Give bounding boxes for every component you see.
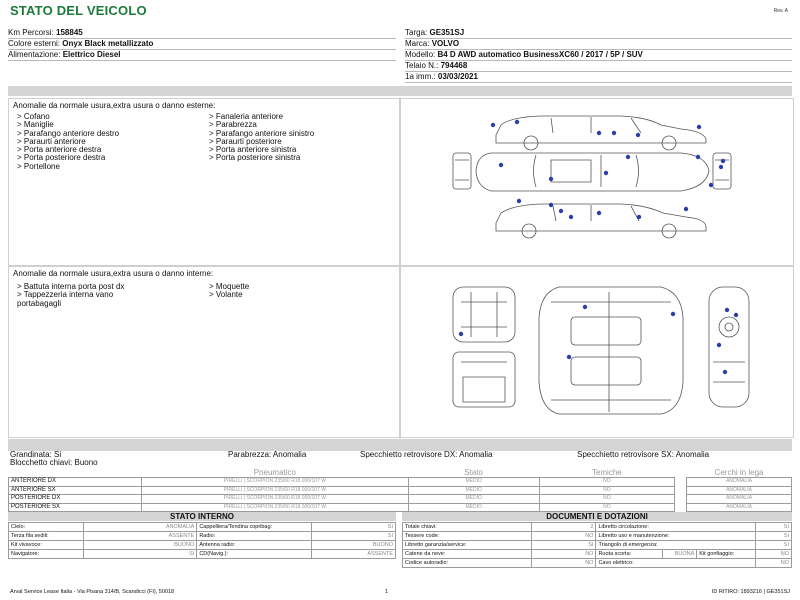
list-item: > Porta anteriore sinistra — [209, 145, 297, 155]
chassis-value: 794468 — [440, 61, 468, 70]
cell-label: Cavo elettrico: — [596, 559, 756, 568]
cell-label: Totale chiavi: — [403, 523, 532, 532]
table-row — [403, 541, 792, 550]
table-row — [403, 550, 792, 559]
interior-damage-markers — [451, 282, 761, 422]
chassis-label: Telaio N.: — [405, 61, 439, 70]
list-item: > Battuta interna porta post dx — [17, 282, 125, 291]
table-row — [403, 523, 792, 532]
cell-label: Kit gonfiaggio: — [697, 550, 756, 559]
mirror-dx-status: Specchietto retrovisore DX: Anomalia — [360, 450, 493, 459]
fuel-row — [8, 49, 396, 61]
tyre-model: PIRELLI | SCORPION 235/60 R18 000/107 W — [142, 478, 408, 487]
cell-value: BUONO — [83, 541, 197, 550]
cell-value: SI — [755, 523, 791, 532]
cell-label: Catene da neve: — [403, 550, 532, 559]
external-damage-title: Anomalie da normale usura,extra usura o danno esterne: — [13, 101, 216, 110]
cell-label: Terza fila sedili: — [9, 532, 84, 541]
cell-label: Libretto garanzia/service: — [403, 541, 532, 550]
tyre-position: POSTERIORE SX — [9, 503, 142, 512]
tyre-rim: ANOMALIA — [687, 503, 792, 512]
internal-diagram-panel — [400, 266, 794, 438]
list-item: > Paraurti anteriore — [17, 136, 86, 146]
cell-value: NO — [531, 550, 596, 559]
tyre-model: PIRELLI | SCORPION 235/60 R18 000/107 W — [142, 486, 408, 495]
internal-damage-title: Anomalie da normale usura,extra usura o danno interne: — [13, 269, 214, 278]
tyres-header-row — [9, 468, 792, 478]
cell-value: BUONO — [311, 541, 395, 550]
list-item: > Porta posteriore destra — [17, 153, 106, 163]
registration-label: 1a imm.: — [405, 72, 436, 81]
model-value: B4 D AWD automatico BusinessXC60 / 2017 / 5P / SUV — [437, 50, 643, 59]
fuel-value: Elettrico Diesel — [62, 50, 121, 59]
tyre-rim: ANOMALIA — [687, 486, 792, 495]
cell-label: CD(Navig.): — [197, 550, 311, 559]
external-damage-panel — [8, 98, 400, 266]
tyres-header-state: Stato — [464, 468, 483, 477]
cell-label: Kit vivavoce: — [9, 541, 84, 550]
page-title: STATO DEL VEICOLO — [10, 3, 147, 18]
cell-value: SI — [531, 541, 596, 550]
brand-value: VOLVO — [431, 39, 460, 48]
table-row — [9, 523, 396, 532]
fuel-label: Alimentazione: — [8, 50, 61, 59]
list-item: > Parabrezza — [209, 120, 257, 130]
internal-damage-panel — [8, 266, 400, 438]
list-item: > Parafango anteriore sinistro — [209, 128, 315, 138]
registration-row — [405, 71, 792, 83]
footer-company: Arval Service Lease Italia - Via Pisana 314/B, Scandicci (FI), 50018 — [10, 589, 175, 595]
key-lock-status: Blocchetto chiavi: Buono — [10, 458, 98, 467]
cell-value: NO — [531, 532, 596, 541]
cell-label: Antenna radio: — [197, 541, 311, 550]
tyre-temiche: NO — [539, 503, 674, 512]
list-item: > Portellone — [17, 161, 60, 171]
list-item: > Porta posteriore sinistra — [209, 153, 301, 163]
damage-markers — [441, 105, 741, 255]
color-value: Onyx Black metallizzato — [62, 39, 154, 48]
cell-value: ASSENTE — [83, 532, 197, 541]
cell-value: ASSENTE — [311, 550, 395, 559]
list-item: > Maniglie — [17, 120, 54, 130]
cell-value: SI — [83, 550, 197, 559]
interior-state-title: STATO INTERNO — [8, 512, 396, 521]
plate-value: GE351SJ — [429, 28, 465, 37]
list-item: > Paraurti posteriore — [209, 136, 282, 146]
external-diagram-panel — [400, 98, 794, 266]
tyres-table — [8, 468, 792, 512]
cell-label: Ruota scorta: — [596, 550, 663, 559]
cell-value: SI — [755, 541, 791, 550]
cell-value: NO — [755, 550, 791, 559]
table-row — [9, 478, 792, 487]
tyre-rim: ANOMALIA — [687, 495, 792, 504]
table-row — [9, 541, 396, 550]
table-row — [9, 495, 792, 504]
list-item: > Moquette — [209, 282, 250, 291]
km-value: 158845 — [56, 28, 83, 37]
list-item: > Volante — [209, 290, 243, 300]
list-item: > Porta anteriore destra — [17, 145, 102, 155]
cell-label: Triangolo di emergenza: — [596, 541, 756, 550]
interior-state-table — [8, 522, 396, 559]
table-row — [9, 532, 396, 541]
footer-id: ID RITIRO: 1893216 | GE351SJ — [711, 589, 790, 595]
cell-label: Radio: — [197, 532, 311, 541]
list-item: > Cofano — [17, 112, 50, 121]
list-item: > Fanaleria anteriore — [209, 112, 284, 121]
table-row — [9, 550, 396, 559]
cell-value: SI — [311, 532, 395, 541]
cell-value: NO — [531, 559, 596, 568]
mirror-sx-status: Specchietto retrovisore SX: Anomalia — [577, 450, 710, 459]
hail-status: Grandinata: Si — [10, 450, 62, 459]
windshield-status: Parabrezza: Anomalia — [228, 450, 307, 459]
tyre-position: POSTERIORE DX — [9, 495, 142, 504]
km-label: Km Percorsi: — [8, 28, 54, 37]
cell-label: Tessere code: — [403, 532, 532, 541]
documents-title: DOCUMENTI E DOTAZIONI — [402, 512, 792, 521]
tyre-temiche: NO — [539, 478, 674, 487]
cell-label: Libretto uso e manutenzione: — [596, 532, 756, 541]
cell-value: ANOMALIA — [83, 523, 197, 532]
table-row — [403, 559, 792, 568]
list-item: > Parafango anteriore destro — [17, 128, 120, 138]
footer-page-number: 1 — [385, 589, 389, 595]
tyre-position: ANTERIORE SX — [9, 486, 142, 495]
cell-label: Libretto circolazione: — [596, 523, 756, 532]
external-damage-list-1 — [17, 113, 119, 171]
tyre-state: MEDIO — [408, 503, 539, 512]
registration-value: 03/03/2021 — [437, 72, 478, 81]
cell-value: NO — [755, 559, 791, 568]
tyre-model: PIRELLI | SCORPION 235/60 R18 000/107 W — [142, 495, 408, 504]
revision-label: Rev. A — [773, 8, 788, 14]
cell-label: Codice autoradio: — [403, 559, 532, 568]
cell-value: SI — [755, 532, 791, 541]
list-item: > Tappezzeria interna vano — [17, 290, 114, 300]
tyre-temiche: NO — [539, 495, 674, 504]
table-row — [9, 486, 792, 495]
internal-damage-list-1 — [17, 283, 124, 308]
brand-label: Marca: — [405, 39, 430, 48]
tyre-state: MEDIO — [408, 495, 539, 504]
color-label: Colore esterni: — [8, 39, 61, 48]
cell-label: Navigatore: — [9, 550, 84, 559]
tyre-temiche: NO — [539, 486, 674, 495]
cell-label: Cielo: — [9, 523, 84, 532]
tyre-position: ANTERIORE DX — [9, 478, 142, 487]
section-divider — [8, 86, 792, 96]
model-label: Modello: — [405, 50, 436, 59]
cell-label: Cappelliera/Tendina copribag: — [197, 523, 311, 532]
tyre-rim: ANOMALIA — [687, 478, 792, 487]
cell-value: SI — [311, 523, 395, 532]
list-item: portabagagli — [17, 298, 62, 308]
tyre-model: PIRELLI | SCORPION 235/60 R18 000/107 W — [142, 503, 408, 512]
tyre-state: MEDIO — [408, 478, 539, 487]
tyre-state: MEDIO — [408, 486, 539, 495]
tyres-header-tyre: Pneumatico — [253, 468, 296, 477]
cell-value: BUONA — [663, 550, 697, 559]
cell-value: 2 — [531, 523, 596, 532]
tyres-header-rim: Cerchi in lega — [714, 468, 764, 477]
external-damage-list-2 — [209, 113, 314, 163]
tyres-header-temiche: Temiche — [591, 468, 622, 477]
internal-damage-list-2 — [209, 283, 249, 300]
table-row — [9, 503, 792, 512]
plate-label: Targa: — [405, 28, 428, 37]
table-row — [403, 532, 792, 541]
documents-table — [402, 522, 792, 568]
